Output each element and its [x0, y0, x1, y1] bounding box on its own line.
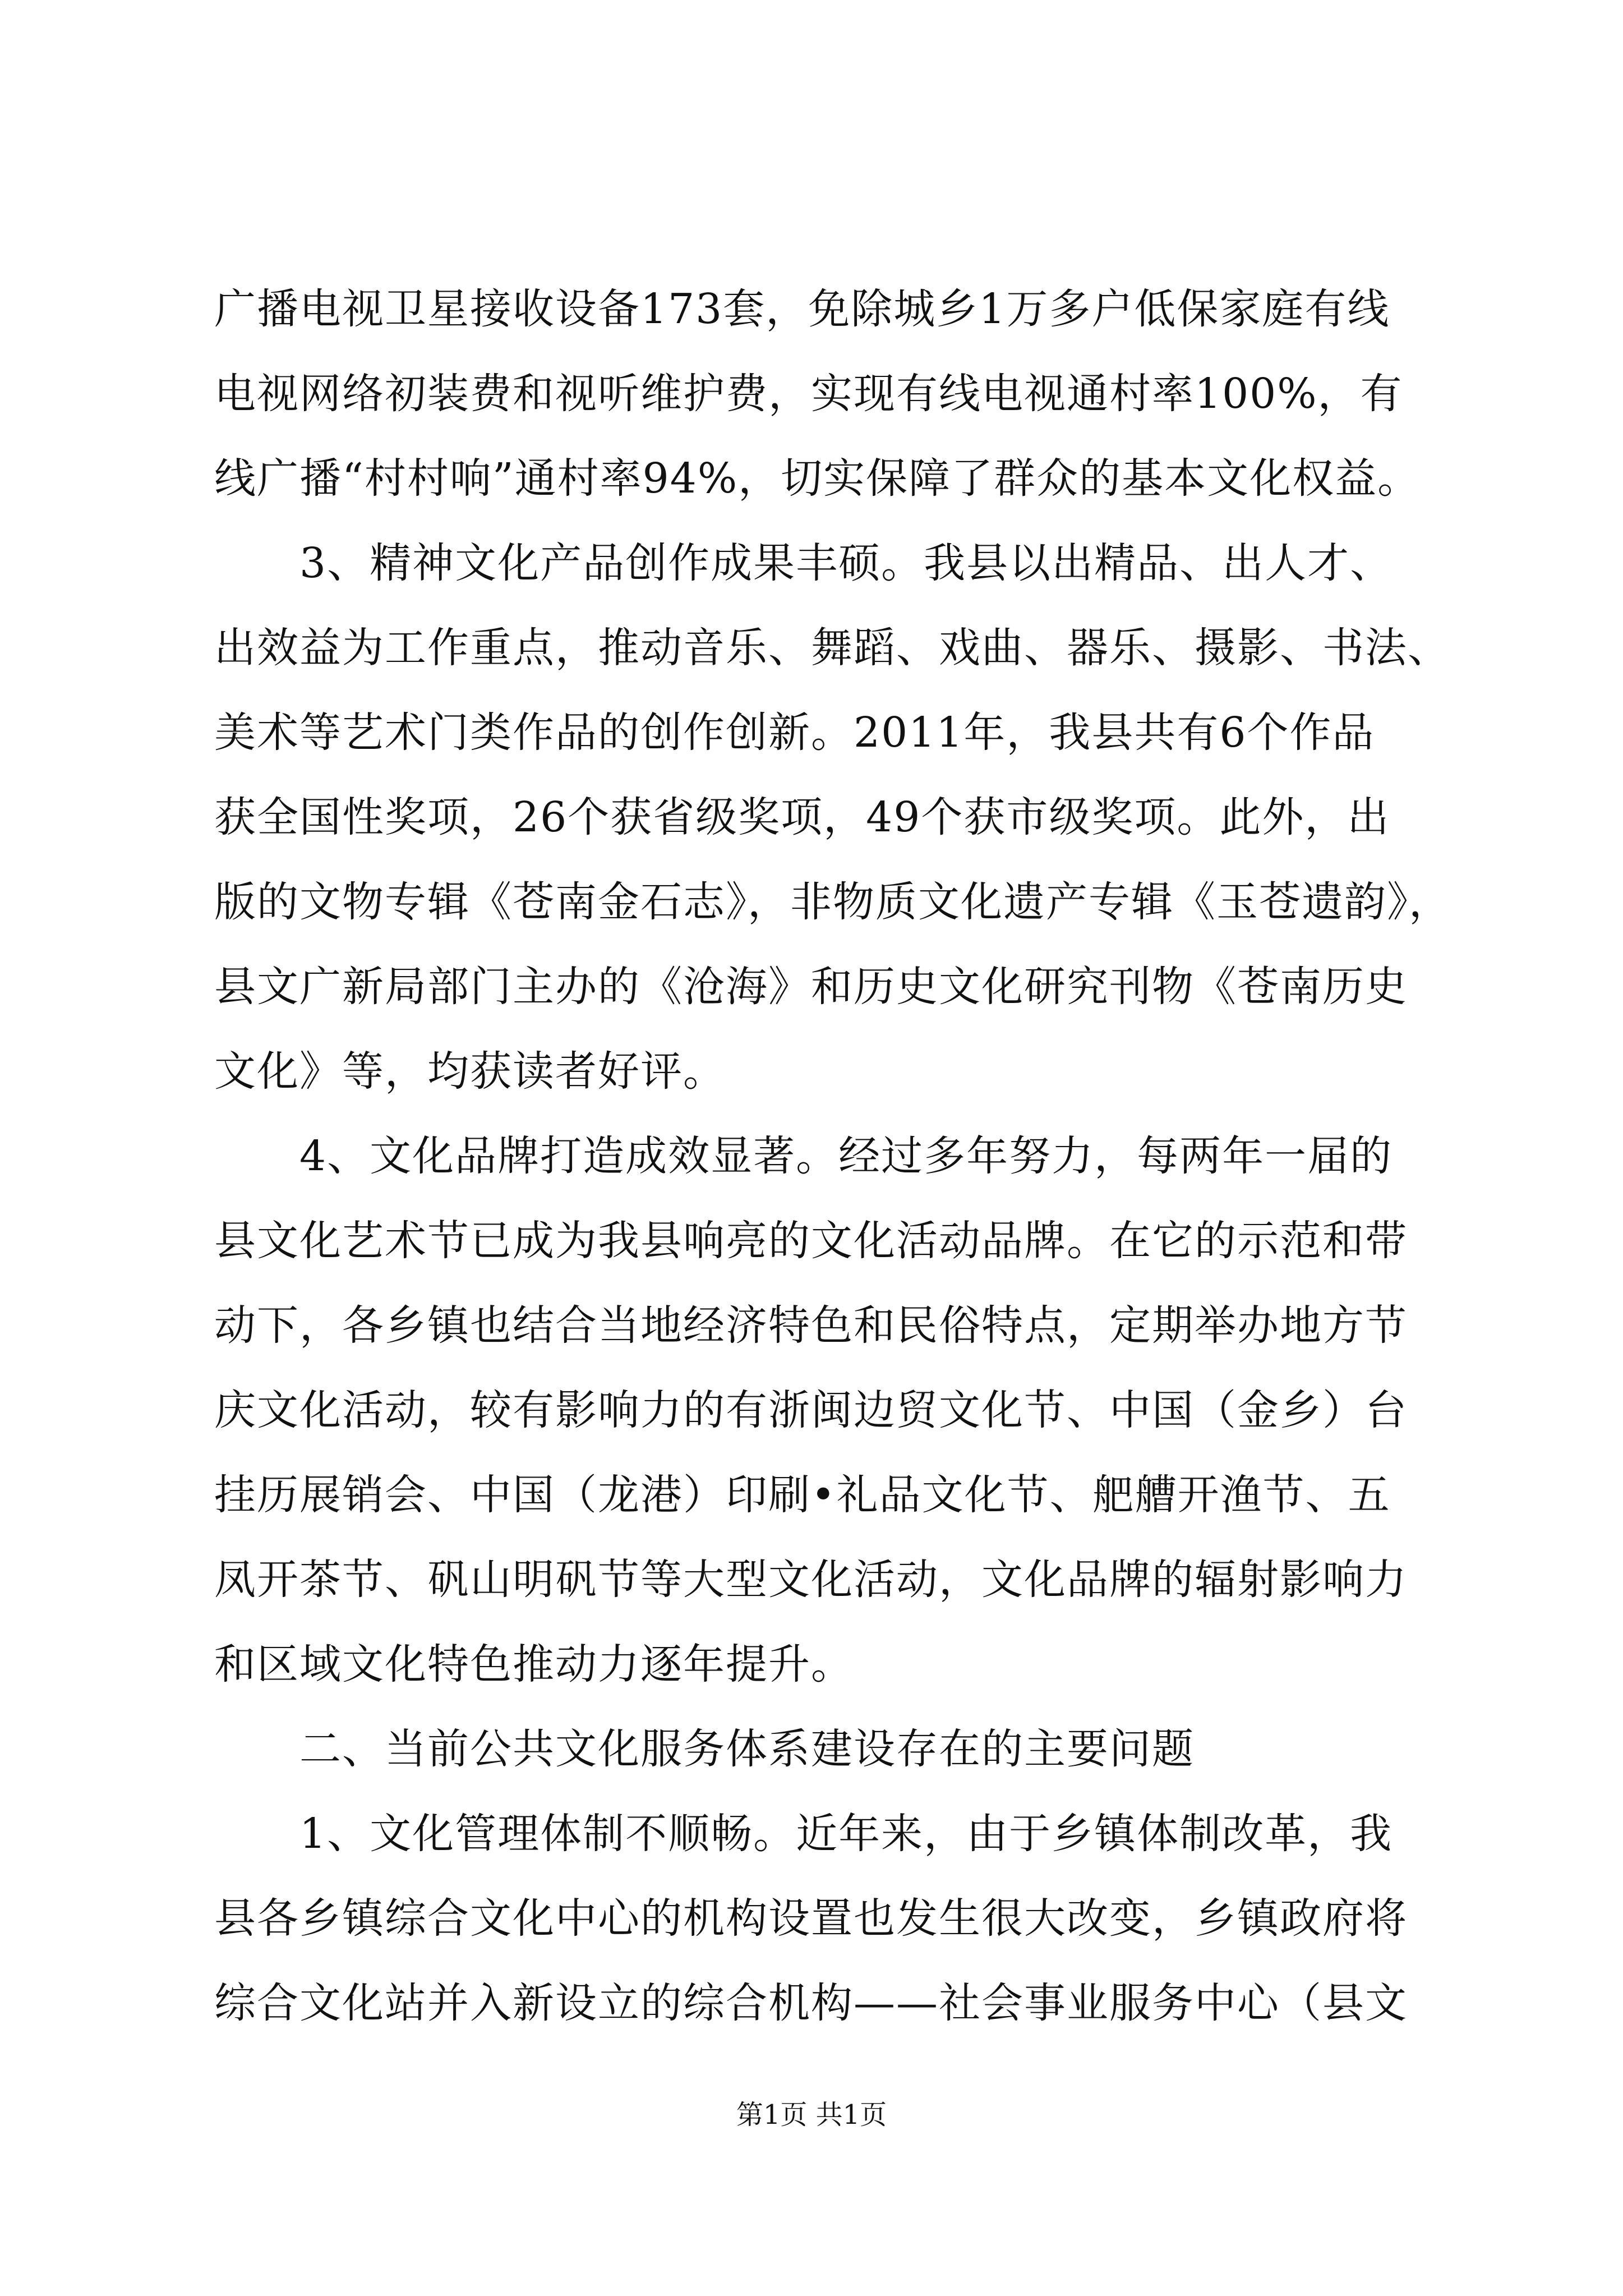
page-number: 第1页 共1页 [736, 2099, 887, 2131]
text-line: 和区域文化特色推动力逐年提升。 [214, 1640, 854, 1688]
text-line: 县文化艺术节已成为我县响亮的文化活动品牌。在它的示范和带 [214, 1217, 1408, 1265]
text-line: 出效益为工作重点，推动音乐、舞蹈、戏曲、器乐、摄影、书法、 [214, 624, 1450, 672]
text-line: 动下，各乡镇也结合当地经济特色和民俗特点，定期举办地方节 [214, 1301, 1408, 1350]
text-line: 文化》等，均获读者好评。 [214, 1047, 726, 1096]
text-line: 县各乡镇综合文化中心的机构设置也发生很大改变，乡镇政府将 [214, 1894, 1408, 1943]
text-line: 美术等艺术门类作品的创作创新。2011年，我县共有6个作品 [214, 708, 1375, 757]
text-line: 1、文化管理体制不顺畅。近年来，由于乡镇体制改革，我 [214, 1810, 1393, 1858]
text-line: 3、精神文化产品创作成果丰硕。我县以出精品、出人才、 [214, 539, 1393, 587]
page-footer [0, 2098, 1623, 2132]
text-line: 线广播“村村响”通村率94%，切实保障了群众的基本文化权益。 [214, 454, 1421, 503]
text-line: 凤开茶节、矾山明矾节等大型文化活动，文化品牌的辐射影响力 [214, 1556, 1408, 1604]
text-line: 4、文化品牌打造成效显著。经过多年努力，每两年一届的 [214, 1132, 1393, 1180]
text-line: 获全国性奖项，26个获省级奖项，49个获市级奖项。此外，出 [214, 793, 1390, 841]
section-heading: 二、当前公共文化服务体系建设存在的主要问题 [214, 1725, 1195, 1773]
text-line: 挂历展销会、中国（龙港）印刷•礼品文化节、舥艚开渔节、五 [214, 1471, 1391, 1519]
text-line: 电视网络初装费和视听维护费，实现有线电视通村率100%，有 [214, 370, 1403, 418]
text-line: 庆文化活动，较有影响力的有浙闽边贸文化节、中国（金乡）台 [214, 1386, 1408, 1434]
body-text [214, 267, 1476, 2046]
text-line: 广播电视卫星接收设备173套，免除城乡1万多户低保家庭有线 [214, 285, 1390, 333]
text-line: 县文广新局部门主办的《沧海》和历史文化研究刊物《苍南历史 [214, 963, 1408, 1011]
text-line: 综合文化站并入新设立的综合机构——社会事业服务中心（县文 [214, 1979, 1408, 2027]
text-line: 版的文物专辑《苍南金石志》，非物质文化遗产专辑《玉苍遗韵》， [214, 878, 1451, 926]
